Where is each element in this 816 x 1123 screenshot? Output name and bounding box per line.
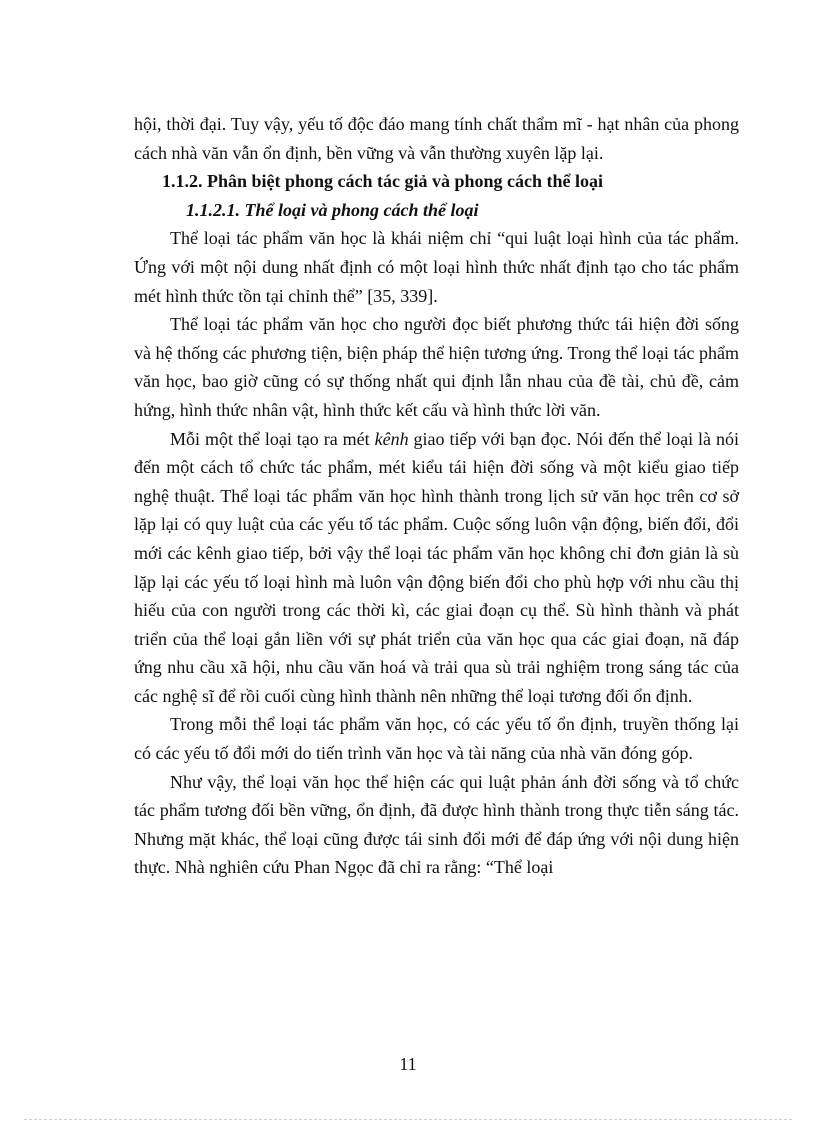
text-column (134, 110, 739, 882)
paragraph-genre-definition: Thể loại tác phẩm văn học là khái niệm chỉ “qui luật loại hình của tác phẩm. Ứng với một nội dung nhất định có một loại hình thức nhất định tạo cho tác phẩm mét hình thức tồn tại chỉnh thể” [35, 339]. (134, 228, 739, 306)
paragraph-genre-reader: Thể loại tác phẩm văn học cho người đọc biết phương thức tái hiện đời sống và hệ thống các phương tiện, biện pháp thể hiện tương ứng. Trong thể loại tác phẩm văn học, bao giờ cũng có sự thống nhất qui định lẫn nhau của đề tài, chủ đề, cảm hứng, hình thức nhân vật, hình thức kết cấu và hình thức lời văn. (134, 314, 739, 420)
paragraph-continuation: hội, thời đại. Tuy vậy, yếu tố độc đáo mang tính chất thẩm mĩ - hạt nhân của phong cách nhà văn vẫn ổn định, bền vững và vẫn thường xuyên lặp lại. (134, 114, 739, 163)
paragraph-conclusion: Như vậy, thể loại văn học thể hiện các qui luật phản ánh đời sống và tổ chức tác phẩm tương đối bền vững, ổn định, đã được hình thành trong thực tiễn sáng tác. Nhưng mặt khác, thể loại cũng được tái sinh đổi mới để đáp ứng với nội dung hiện thực. Nhà nghiên cứu Phan Ngọc đã chỉ ra rằng: “Thể loại (134, 771, 739, 878)
subsection-heading: 1.1.2.1. Thể loại và phong cách thể loại (186, 199, 479, 220)
paragraph-stable-elements: Trong mỗi thể loại tác phẩm văn học, có các yếu tố ổn định, truyền thống lại có các yếu tố đổi mới do tiến trình văn học và tài năng của nhà văn đóng góp. (134, 714, 739, 764)
page-number: 11 (399, 1054, 417, 1074)
section-heading: 1.1.2. Phân biệt phong cách tác giả và phong cách thể loại (162, 171, 604, 192)
paragraph-text-after: giao tiếp với bạn đọc. Nói đến thể loại là nói đến một cách tổ chức tác phẩm, mét kiểu tái hiện đời sống và một kiểu giao tiếp nghệ thuật. Thể loại tác phẩm văn học hình thành trong lịch sử văn học trên cơ sở lặp lại có quy luật của các yếu tố tác phẩm. Cuộc sống luôn vận động, biến đổi, đổi mới các kênh giao tiếp, bởi vậy thể loại tác phẩm văn học không chỉ đơn giản là sù lặp lại các yếu tố loại hình mà luôn vận động biến đổi cho phù hợp với nhu cầu thị hiếu của con người trong các thời kì, các giai đoạn cụ thể. Sù hình thành và phát triển của thể loại gắn liền với sự phát triển của văn học qua các giai đoạn, nã đáp ứng nhu cầu xã hội, nhu cầu văn hoá và trải qua sù trải nghiệm trong sáng tác của các nghệ sĩ để rồi cuối cùng hình thành nên những thể loại tương đối ổn định. (134, 428, 739, 706)
paragraph-text-before: Mỗi một thể loại tạo ra mét (170, 428, 375, 449)
page-divider (24, 1119, 792, 1120)
emphasis-kenh: kênh (374, 428, 409, 449)
paragraph-genre-channel (134, 425, 739, 711)
